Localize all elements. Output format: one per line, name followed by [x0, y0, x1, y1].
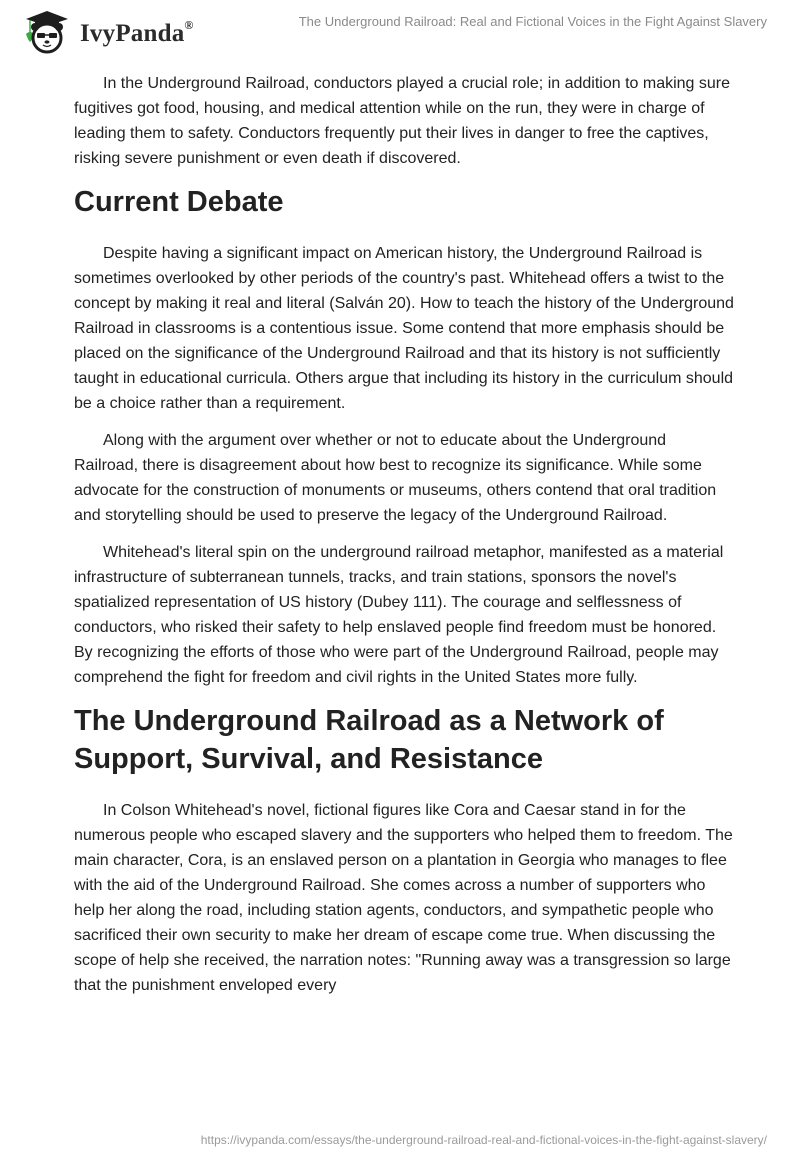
intro-paragraph: In the Underground Railroad, conductors played a crucial role; in addition to making sure fugitives got food, housing, and medical attention while on the run, they were in charge of leading them to safety. Conductors frequently put their lives in danger to free the captives, risking severe punishment or even death if discovered. — [74, 75, 731, 167]
paragraph: Whitehead's literal spin on the underground railroad metaphor, manifested as a material infrastructure of subterranean tunnels, tracks, and train stations, sponsors the novel's spatialized representation of US history (Dubey 111). The courage and selflessness of conductors, who risked their safety to help enslaved people find freedom must be honored. By recognizing the efforts of those who were part of the Underground Railroad, people may comprehend the fight for freedom and civil rights in the United States more fully. — [74, 544, 724, 686]
panda-graduate-icon — [18, 8, 76, 59]
source-url[interactable]: https://ivypanda.com/essays/the-underground-railroad-real-and-fictional-voices-in-the-fight-against-slavery/ — [200, 1133, 767, 1147]
logo-text: IvyPanda® — [80, 17, 194, 47]
document-title: The Underground Railroad: Real and Fictional Voices in the Fight Against Slavery — [298, 14, 767, 29]
essay-content — [74, 71, 734, 1010]
paragraph: Along with the argument over whether or not to educate about the Underground Railroad, there is disagreement about how best to recognize its significance. While some advocate for the construction of monuments or museums, others contend that oral tradition and storytelling should be used to preserve the legacy of the Underground Railroad. — [74, 432, 717, 524]
paragraph: Despite having a significant impact on American history, the Underground Railroad is sometimes overlooked by other periods of the country's past. Whitehead offers a twist to the concept by making it real and literal (Salván 20). How to teach the history of the Underground Railroad in classrooms is a contentious issue. Some contend that more emphasis should be placed on the significance of the Underground Railroad and that its history is not sufficiently taught in educational curricula. Others argue that including its history in the curriculum should be a choice rather than a requirement. — [74, 245, 734, 412]
ivypanda-logo[interactable] — [18, 8, 194, 59]
paragraph: In Colson Whitehead's novel, fictional figures like Cora and Caesar stand in for the numerous people who escaped slavery and the supporters who helped them to freedom. The main character, Cora, is an enslaved person on a plantation in Georgia who manages to flee with the aid of the Underground Railroad. She comes across a number of supporters who help her along the road, including station agents, conductors, and sympathetic people who sacrificed their own security to make her dream of escape come true. When discussing the scope of help she received, the narration notes: "Running away was a transgression so large that the punishment enveloped every — [74, 802, 733, 994]
section-heading-current-debate: Current Debate — [74, 186, 284, 218]
section-heading-network: The Underground Railroad as a Network of Support, Survival, and Resistance — [74, 705, 664, 775]
page-header — [0, 0, 800, 60]
